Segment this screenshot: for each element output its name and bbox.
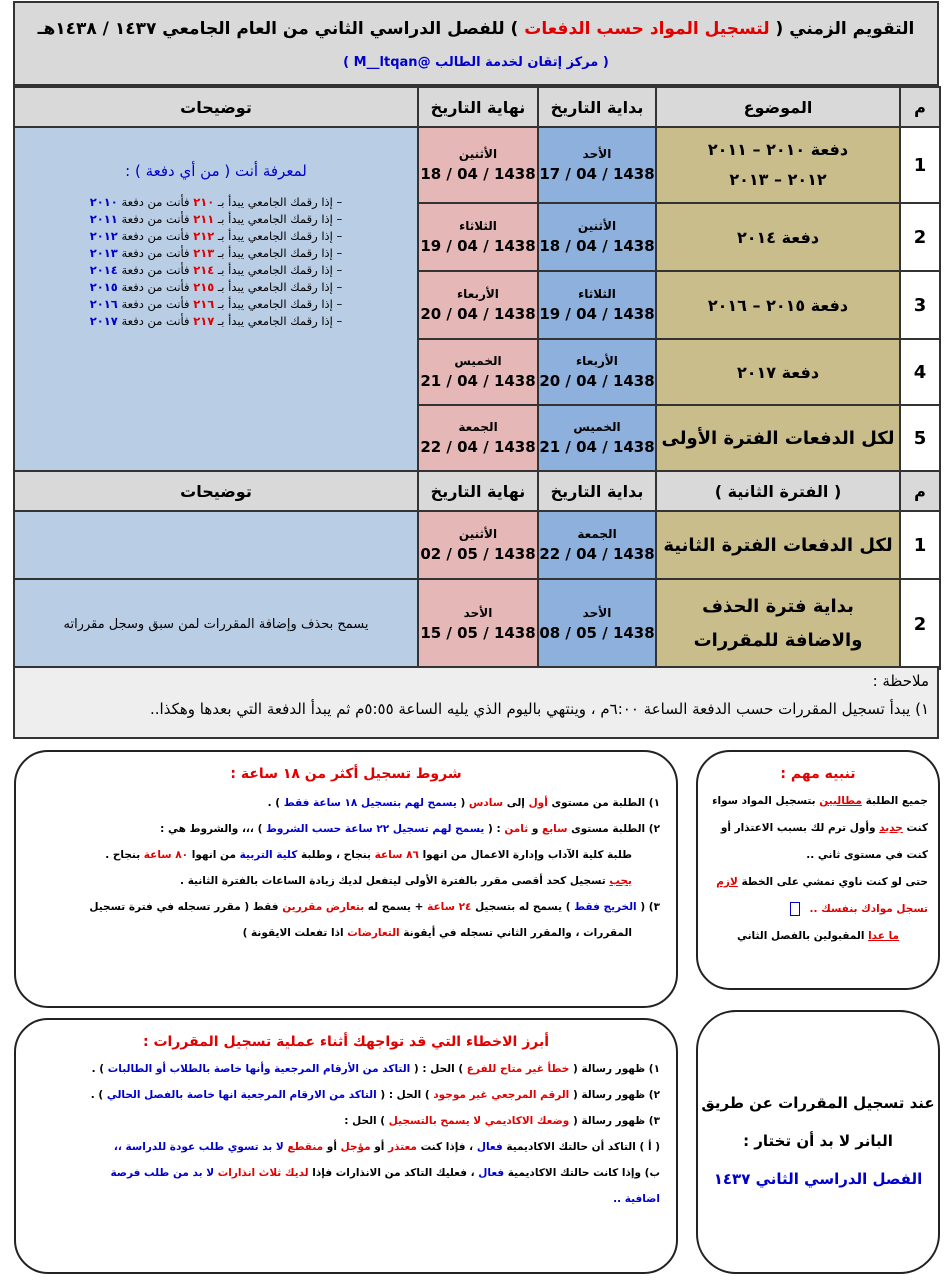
banner-line-3: الفصل الدراسي الثاني ١٤٣٧ xyxy=(713,1170,923,1188)
list-item: – إذا رقمك الجامعي يبدأ بـ ٢١٤ فأنت من دفعة ٢٠١٤ xyxy=(89,263,343,277)
batch-notes-cell xyxy=(14,127,418,471)
table-header-row xyxy=(14,87,940,127)
list-item: يجب تسجيل كحد أقصى مقرر بالفترة الأولى ليتفعل لديك زيادة الساعات بالفترة الثانية . xyxy=(180,875,632,887)
page-subtitle: ( مركز إتقان لخدمة الطالب @M__ltqan ) xyxy=(343,55,609,70)
placeholder-glyph-icon xyxy=(790,902,800,916)
table-row xyxy=(14,511,940,579)
warning-title: تنبيه مهم : xyxy=(780,766,856,782)
start-cell: الجمعة 1438 / 04 / 22 xyxy=(538,511,656,579)
banner-box xyxy=(696,1010,940,1274)
end-cell: الأثنين 1438 / 04 / 18 xyxy=(418,127,538,203)
list-item: – إذا رقمك الجامعي يبدأ بـ ٢١٠ فأنت من دفعة ٢٠١٠ xyxy=(89,195,343,209)
list-item: ٣) ظهور رسالة ( وضعك الاكاديمي لا يسمح بالتسجيل ) الحل : xyxy=(344,1115,660,1127)
row-note: يسمح بحذف وإضافة المقررات لمن سبق وسجل مقرراته xyxy=(14,579,418,669)
header-start: بداية التاريخ xyxy=(538,87,656,127)
table-row xyxy=(14,579,940,669)
list-item: – إذا رقمك الجامعي يبدأ بـ ٢١٧ فأنت من دفعة ٢٠١٧ xyxy=(89,314,343,328)
row-topic: بداية فترة الحذف والاضافة للمقررات xyxy=(656,579,900,669)
list-item: كنت في مستوى ثاني .. xyxy=(806,849,928,861)
period2-header-row xyxy=(14,471,940,511)
errors-box xyxy=(14,1018,678,1274)
header-num: م xyxy=(900,471,940,511)
list-item: – إذا رقمك الجامعي يبدأ بـ ٢١٦ فأنت من دفعة ٢٠١٦ xyxy=(89,297,343,311)
list-item: المقررات ، والمقرر الثاني تسجله في أيقونة التعارضات اذا تفعلت الايقونة ) xyxy=(242,927,632,939)
row-topic: دفعة ٢٠١٧ xyxy=(656,339,900,405)
row-topic: دفعة ٢٠١٤ xyxy=(656,203,900,271)
header-notes: توضيحات xyxy=(14,471,418,511)
list-item: ما عدا المقبولين بالفصل الثاني xyxy=(736,930,900,942)
list-item: طلبة كلية الآداب وإدارة الاعمال من انهوا ٨٦ ساعة بنجاح ، وطلبة كلية التربية من انهوا ٨٠ ساعة بنجاح . xyxy=(105,849,632,861)
row-note xyxy=(14,511,418,579)
errors-title: أبرز الاخطاء التي قد تواجهك أثناء عملية تسجيل المقررات : xyxy=(142,1034,550,1050)
schedule-table xyxy=(13,86,941,670)
warning-box xyxy=(696,750,940,990)
schedule-title-box xyxy=(13,1,939,86)
list-item: ١) ظهور رسالة ( خطأ غير متاح للفرع ) الحل : ( التاكد من الأرقام المرجعية وأنها خاصة بالطلاب أو الطالبات ) . xyxy=(91,1063,660,1075)
row-num: 1 xyxy=(900,127,940,203)
header-end: نهاية التاريخ xyxy=(418,87,538,127)
title-highlight: لتسجيل المواد حسب الدفعات xyxy=(524,19,770,39)
banner-line-1: عند تسجيل المقررات عن طريق xyxy=(701,1094,935,1112)
row-num: 3 xyxy=(900,271,940,339)
row-num: 4 xyxy=(900,339,940,405)
header-start: بداية التاريخ xyxy=(538,471,656,511)
list-item: ٣) ( الخريج فقط ) يسمح له بتسجيل ٢٤ ساعة + يسمح له بتعارض مقررين فقط ( مقرر تسجله في فترة تسجيل xyxy=(89,901,660,913)
header-end: نهاية التاريخ xyxy=(418,471,538,511)
start-cell: الثلاثاء 1438 / 04 / 19 xyxy=(538,271,656,339)
end-cell: الخميس 1438 / 04 / 21 xyxy=(418,339,538,405)
row-num: 2 xyxy=(900,203,940,271)
list-item: تسجل موادك بنفسك .. xyxy=(698,896,938,923)
list-item: – إذا رقمك الجامعي يبدأ بـ ٢١٣ فأنت من دفعة ٢٠١٣ xyxy=(89,246,343,260)
header-period2: ( الفترة الثانية ) xyxy=(656,471,900,511)
conditions-box xyxy=(14,750,678,1008)
row-topic: لكل الدفعات الفترة الأولى xyxy=(656,405,900,471)
start-cell: الأحد 1438 / 04 / 17 xyxy=(538,127,656,203)
remarks-section xyxy=(13,666,939,739)
page-title: التقويم الزمني ( لتسجيل المواد حسب الدفعات ) للفصل الدراسي الثاني من العام الجامعي ١٤٣٧ / ١٤٣٨هـ xyxy=(37,19,915,39)
start-cell: الأثنين 1438 / 04 / 18 xyxy=(538,203,656,271)
start-cell: الأربعاء 1438 / 04 / 20 xyxy=(538,339,656,405)
row-topic: لكل الدفعات الفترة الثانية xyxy=(656,511,900,579)
list-item: – إذا رقمك الجامعي يبدأ بـ ٢١١ فأنت من دفعة ٢٠١١ xyxy=(89,212,343,226)
row-num: 2 xyxy=(900,579,940,669)
row-topic: دفعة ٢٠١٠ – ٢٠١١ ٢٠١٢ – ٢٠١٣ xyxy=(656,127,900,203)
conditions-title: شروط تسجيل أكثر من ١٨ ساعة : xyxy=(230,766,462,782)
end-cell: الأربعاء 1438 / 04 / 20 xyxy=(418,271,538,339)
banner-line-2: البانر لا بد أن تختار : xyxy=(743,1132,893,1150)
list-item: – إذا رقمك الجامعي يبدأ بـ ٢١٢ فأنت من دفعة ٢٠١٢ xyxy=(89,229,343,243)
list-item: اضافية .. xyxy=(613,1193,660,1205)
remarks-text: ١) يبدأ تسجيل المقررات حسب الدفعة الساعة ٦:٠٠م ، وينتهي باليوم الذي يليه الساعة ٥:٥٥م ثم يبدأ الدفعة التي بعدها وهكذا.. xyxy=(150,700,929,718)
batch-notes-list xyxy=(23,194,409,330)
end-cell: الثلاثاء 1438 / 04 / 19 xyxy=(418,203,538,271)
batch-notes-heading: لمعرفة أنت ( من أي دفعة ) : xyxy=(125,162,307,180)
row-num: 1 xyxy=(900,511,940,579)
list-item: ( أ ) التاكد أن حالتك الاكاديمية فعال ، فإذا كنت معتذر أو مؤجل أو منقطع لا بد تسوي طلب عودة للدراسة ،، xyxy=(113,1141,660,1153)
list-item: كنت جديد وأول ترم لك بسبب الاعتذار أو xyxy=(720,822,928,834)
list-item: ٢) ظهور رسالة ( الرقم المرجعي غير موجود ) الحل : ( التاكد من الارقام المرجعية انها خاصة بالفصل الحالي ) . xyxy=(90,1089,660,1101)
list-item: – إذا رقمك الجامعي يبدأ بـ ٢١٥ فأنت من دفعة ٢٠١٥ xyxy=(89,280,343,294)
row-num: 5 xyxy=(900,405,940,471)
list-item: جميع الطلبة مطالبين بتسجيل المواد سواء xyxy=(712,795,928,807)
header-notes: توضيحات xyxy=(14,87,418,127)
start-cell: الأحد 1438 / 05 / 08 xyxy=(538,579,656,669)
header-num: م xyxy=(900,87,940,127)
list-item: ١) الطلبة من مستوى أول إلى سادس ( يسمح لهم بتسجيل ١٨ ساعة فقط ) . xyxy=(267,797,660,809)
end-cell: الأحد 1438 / 05 / 15 xyxy=(418,579,538,669)
list-item: حتى لو كنت ناوي تمشي على الخطة لازم xyxy=(716,876,928,888)
end-cell: الجمعة 1438 / 04 / 22 xyxy=(418,405,538,471)
header-topic: الموضوع xyxy=(656,87,900,127)
list-item: ب) وإذا كانت حالتك الاكاديمية فعال ، فعليك التاكد من الانذارات فإذا لديك ثلاث انذارات لا بد من طلب فرصة xyxy=(110,1167,660,1179)
end-cell: الأثنين 1438 / 05 / 02 xyxy=(418,511,538,579)
row-topic: دفعة ٢٠١٥ – ٢٠١٦ xyxy=(656,271,900,339)
list-item: ٢) الطلبة مستوى سابع و ثامن : ( يسمح لهم تسجيل ٢٢ ساعة حسب الشروط ) ،،، والشروط هي : xyxy=(160,823,660,835)
remarks-label: ملاحظة : xyxy=(872,672,929,690)
start-cell: الخميس 1438 / 04 / 21 xyxy=(538,405,656,471)
table-row xyxy=(14,127,940,203)
